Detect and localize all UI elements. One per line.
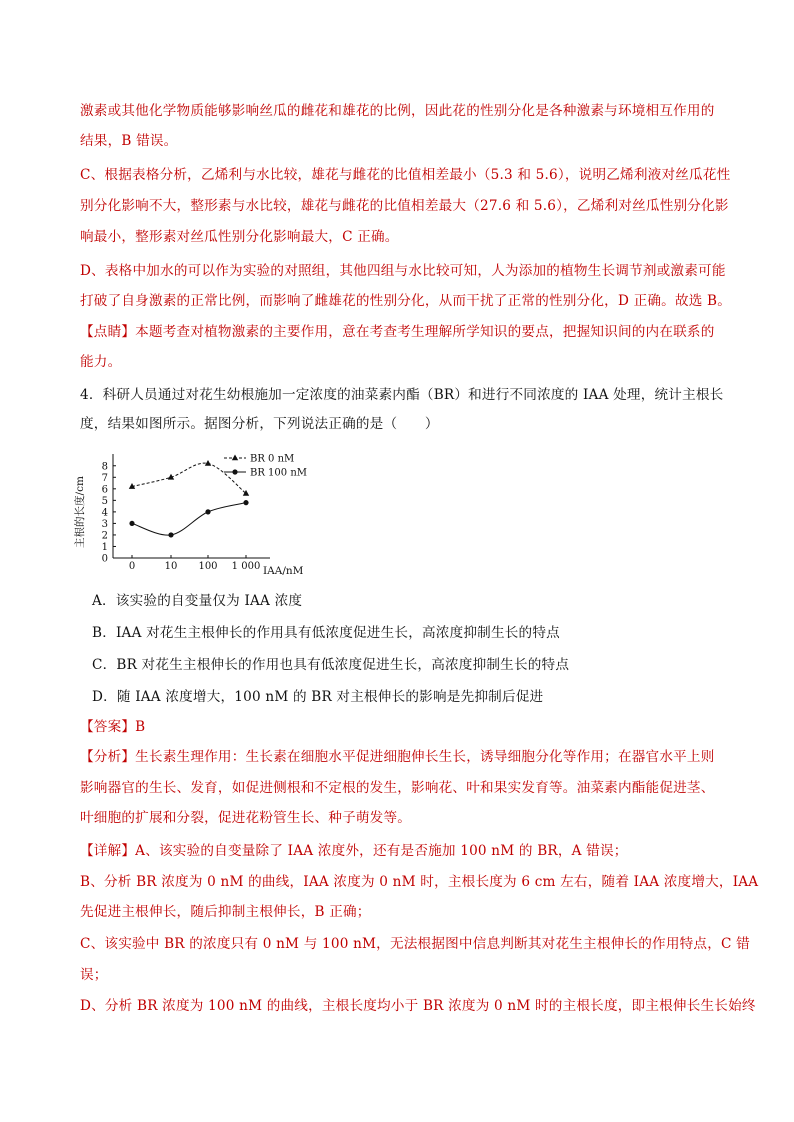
- series-line: [132, 463, 246, 493]
- question-stem: 度，结果如图所示。据图分析，下列说法正确的是（ ）: [80, 416, 439, 432]
- x-axis-label: IAA/nM: [263, 565, 304, 577]
- tip-line: 能力。: [80, 354, 122, 370]
- y-tick-label: 7: [101, 472, 108, 484]
- data-point-circle: [168, 532, 173, 537]
- legend-marker-triangle: [232, 455, 238, 461]
- y-tick-label: 8: [101, 461, 108, 473]
- y-tick-label: 1: [101, 541, 108, 553]
- data-point-circle: [129, 521, 134, 526]
- y-tick-label: 2: [101, 530, 108, 542]
- option-c: C．BR 对花生主根伸长的作用也具有低浓度促进生长，高浓度抑制生长的特点: [92, 657, 570, 673]
- chart-legend: [224, 454, 307, 479]
- x-tick-label: 1 000: [231, 561, 261, 572]
- explanation-line: 结果，B 错误。: [80, 133, 178, 149]
- iaa-br-line-chart: [74, 440, 324, 580]
- x-tick-label: 0: [128, 561, 136, 572]
- explanation-line: C、根据表格分析，乙烯利与水比较，雄花与雌花的比值相差最小（5.3 和 5.6），说明乙烯利液对丝瓜花性: [80, 167, 731, 183]
- question-stem: 4．科研人员通过对花生幼根施加一定浓度的油菜素内酯（BR）和进行不同浓度的 IAA 处理，统计主根长: [80, 387, 724, 403]
- y-ticks: [102, 461, 116, 564]
- series-line: [132, 503, 246, 535]
- option-a: A．该实验的自变量仅为 IAA 浓度: [92, 593, 303, 609]
- explanation-line: 响最小，整形素对丝瓜性别分化影响最大，C 正确。: [80, 229, 399, 245]
- explanation-line: 打破了自身激素的正常比例，而影响了雌雄花的性别分化，从而干扰了正常的性别分化，D 正确。故选 B。: [80, 293, 732, 309]
- y-tick-label: 0: [101, 553, 108, 565]
- option-b: B．IAA 对花生主根伸长的作用具有低浓度促进生长，高浓度抑制生长的特点: [92, 625, 560, 641]
- y-axis-label: 主根的长度/cm: [74, 476, 86, 548]
- detail-line: 【详解】A、该实验的自变量除了 IAA 浓度外，还有是否施加 100 nM 的 BR，A 错误；: [80, 843, 628, 859]
- x-tick-label: 10: [164, 561, 178, 572]
- chart-axes: [113, 454, 270, 558]
- explanation-line: 激素或其他化学物质能够影响丝瓜的雌花和雄花的比例，因此花的性别分化是各种激素与环境相互作用的: [80, 103, 715, 119]
- analysis-line: 叶细胞的扩展和分裂，促进花粉管生长、种子萌发等。: [80, 810, 412, 826]
- y-tick-label: 6: [101, 484, 108, 496]
- legend-label: BR 100 nM: [250, 467, 308, 479]
- tip-line: 【点睛】本题考查对植物激素的主要作用，意在考查考生理解所学知识的要点，把握知识间的内在联系的: [80, 324, 715, 340]
- x-tick-label: 100: [198, 561, 218, 572]
- analysis-line: 【分析】生长素生理作用：生长素在细胞水平促进细胞伸长生长，诱导细胞分化等作用；在器官水平上则: [80, 749, 715, 765]
- legend-label: BR 0 nM: [250, 453, 295, 465]
- data-point-circle: [205, 509, 210, 514]
- explanation-line: D、表格中加水的可以作为实验的对照组，其他四组与水比较可知，人为添加的植物生长调节剂或激素可能: [80, 263, 726, 279]
- analysis-line: 影响器官的生长、发育，如促进侧根和不定根的发生，影响花、叶和果实发育等。油菜素内酯能促进茎、: [80, 780, 715, 796]
- explanation-line: 别分化影响不大，整形素与水比较，雄花与雌花的比值相差最大（27.6 和 5.6），乙烯利对丝瓜性别分化影: [80, 198, 729, 214]
- detail-line: C、该实验中 BR 的浓度只有 0 nM 与 100 nM，无法根据图中信息判断其对花生主根伸长的作用特点，C 错: [80, 936, 750, 952]
- detail-line: 先促进主根伸长，随后抑制主根伸长，B 正确；: [80, 904, 371, 920]
- y-tick-label: 3: [101, 518, 108, 530]
- y-tick-label: 5: [101, 495, 108, 507]
- detail-line: 误；: [80, 967, 108, 983]
- detail-line: B、分析 BR 浓度为 0 nM 的曲线，IAA 浓度为 0 nM 时，主根长度为 6 cm 左右，随着 IAA 浓度增大，IAA: [80, 874, 759, 890]
- legend-marker-circle: [232, 469, 237, 474]
- data-point-circle: [243, 500, 248, 505]
- option-d: D．随 IAA 浓度增大，100 nM 的 BR 对主根伸长的影响是先抑制后促进: [92, 689, 544, 705]
- detail-line: D、分析 BR 浓度为 100 nM 的曲线，主根长度均小于 BR 浓度为 0 nM 时的主根长度，即主根伸长生长始终: [80, 998, 756, 1014]
- answer-label: 【答案】B: [80, 719, 146, 735]
- y-tick-label: 4: [101, 507, 108, 519]
